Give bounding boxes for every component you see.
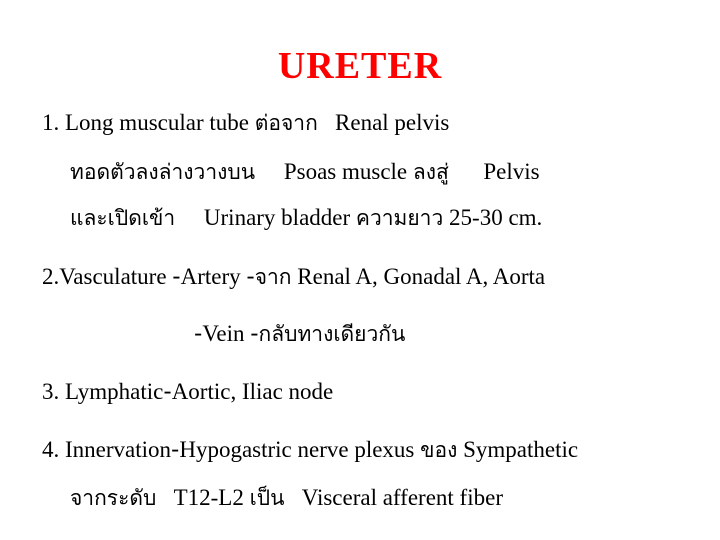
item1-thai-text: ความยาว <box>355 206 444 230</box>
item4-text: Hypogastric nerve plexus <box>179 437 421 462</box>
item1-thai-text: ลงสู่ <box>412 160 449 184</box>
item3-line1 <box>42 378 333 406</box>
item1-text: Psoas muscle <box>255 159 413 184</box>
item3-text: 3. Lymphatic <box>42 379 164 404</box>
item2-dash: - <box>246 264 255 290</box>
item2-line2 <box>194 320 405 348</box>
item2-text: 2.Vasculature <box>42 264 173 289</box>
item4-thai-text: เป็น <box>249 486 285 510</box>
item4-thai-text: ของ <box>420 438 458 462</box>
item1-text: Urinary bladder <box>175 205 356 230</box>
item1-line2 <box>70 158 540 186</box>
item1-text: 25-30 cm. <box>443 205 543 230</box>
item1-line1 <box>42 109 449 137</box>
item1-text: 1. Long muscular tube <box>42 110 255 135</box>
item4-line1 <box>42 436 578 464</box>
item1-thai-text: และเปิดเข้า <box>70 206 176 230</box>
item2-dash: - <box>172 264 181 290</box>
item4-text: Sympathetic <box>457 437 579 462</box>
item3-dash: - <box>163 379 172 405</box>
item4-dash: - <box>171 437 180 463</box>
item2-line1 <box>42 263 545 291</box>
item2-text: Artery <box>180 264 247 289</box>
item1-thai-text: ต่อจาก <box>254 111 318 135</box>
item2-vein-thai-text: กลับทางเดียวกัน <box>258 322 406 346</box>
slide-title: URETER <box>277 45 443 87</box>
item4-text: T12-L2 <box>156 485 250 510</box>
item4-text: Visceral afferent fiber <box>284 485 503 510</box>
item4-line2 <box>70 484 503 512</box>
item2-thai-text: จาก <box>254 265 292 289</box>
item2-text: Renal A, Gonadal A, Aorta <box>291 264 546 289</box>
item4-thai-text: จากระดับ <box>70 486 157 510</box>
item2-vein-dash: - <box>250 321 259 347</box>
item1-text: Renal pelvis <box>317 110 450 135</box>
item1-thai-text: ทอดตัวลงล่างวางบน <box>70 160 256 184</box>
item4-text: 4. Innervation <box>42 437 172 462</box>
item2-vein-dash: - <box>194 321 203 347</box>
item2-vein-text: Vein <box>202 321 251 346</box>
item3-text: Aortic, Iliac node <box>171 379 334 404</box>
item1-line3 <box>70 204 542 232</box>
item1-text: Pelvis <box>448 159 540 184</box>
